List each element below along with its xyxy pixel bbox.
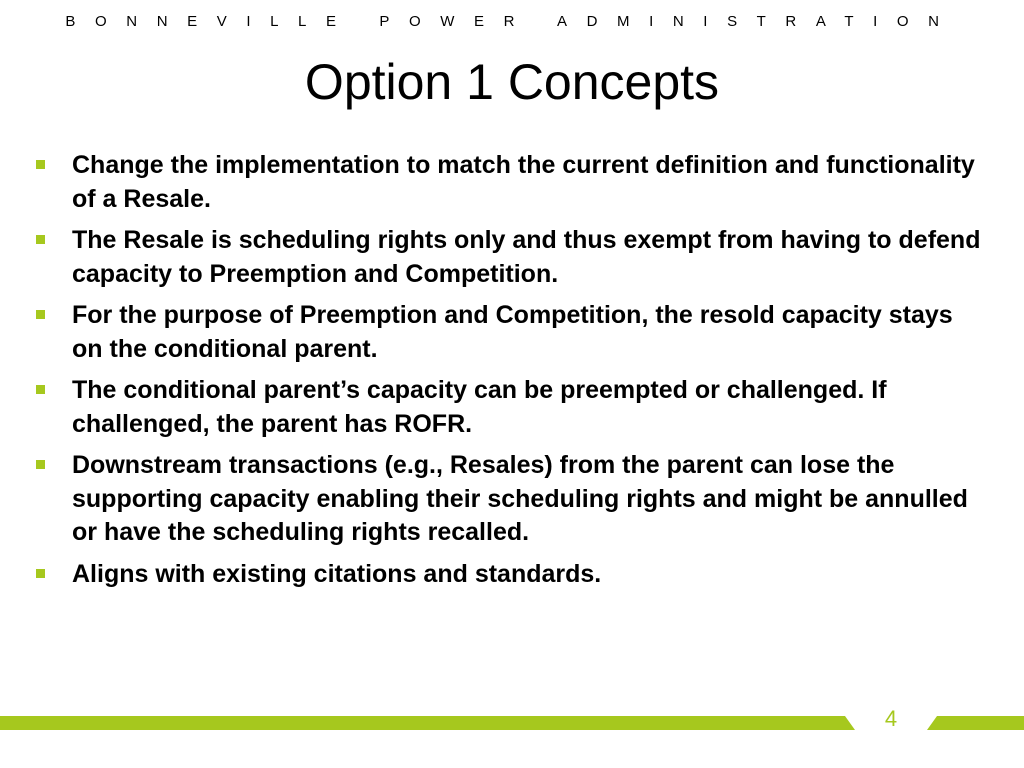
bullet-text: For the purpose of Preemption and Competition, the resold capacity stays on the conditional parent. xyxy=(72,301,953,363)
square-bullet-icon xyxy=(36,385,45,394)
bullet-text: Downstream transactions (e.g., Resales) from the parent can lose the supporting capacity enabling their scheduling rights and might be annulled or have the scheduling rights recalled. xyxy=(72,451,968,546)
footer-accent-bar-right xyxy=(927,716,1024,730)
page-number: 4 xyxy=(884,706,898,731)
square-bullet-icon xyxy=(36,310,45,319)
bullet-text: Aligns with existing citations and standards. xyxy=(72,559,602,588)
square-bullet-icon xyxy=(36,460,45,469)
bullet-text: Change the implementation to match the current definition and functionality of a Resale. xyxy=(72,151,975,213)
footer-accent-bar-left xyxy=(0,716,855,730)
bullet-item xyxy=(36,449,986,550)
bullet-text: The conditional parent’s capacity can be preempted or challenged. If challenged, the parent has ROFR. xyxy=(72,376,887,438)
square-bullet-icon xyxy=(36,235,45,244)
organization-header: BONNEVILLE POWER ADMINISTRATION xyxy=(65,13,959,30)
bullet-item xyxy=(36,224,986,291)
square-bullet-icon xyxy=(36,160,45,169)
bullet-item xyxy=(36,374,986,441)
square-bullet-icon xyxy=(36,569,45,578)
bullet-item xyxy=(36,149,986,216)
bullet-item xyxy=(36,299,986,366)
bullet-text: The Resale is scheduling rights only and thus exempt from having to defend capacity to Preemption and Competition. xyxy=(72,226,981,288)
bullet-list xyxy=(36,149,986,599)
bullet-item xyxy=(36,558,986,592)
slide-title: Option 1 Concepts xyxy=(304,54,720,110)
